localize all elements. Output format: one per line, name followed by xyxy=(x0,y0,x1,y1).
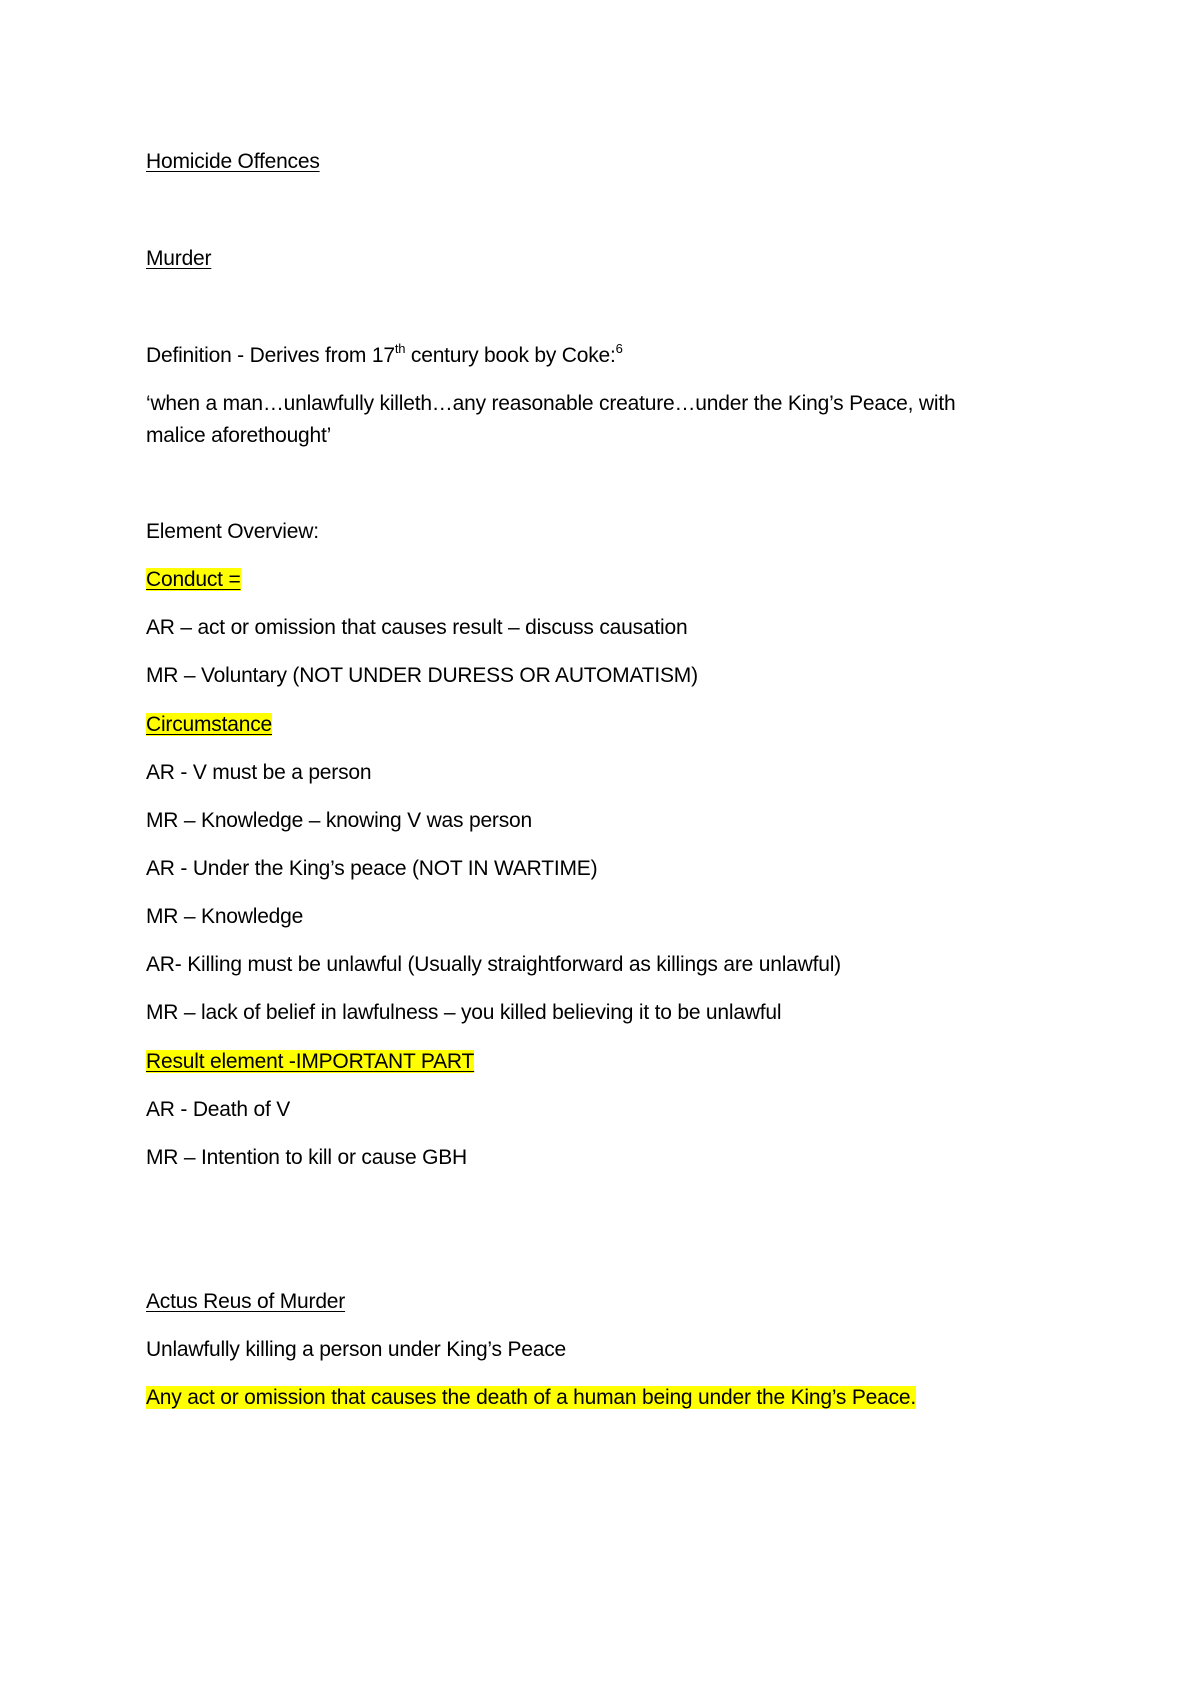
actus-reus-highlight-line xyxy=(146,1383,916,1413)
circumstance-line: MR – Knowledge xyxy=(146,905,304,928)
circumstance-line: MR – lack of belief in lawfulness – you killed believing it to be unlawful xyxy=(146,1001,782,1024)
conduct-label-line xyxy=(146,565,241,595)
conduct-label: Conduct = xyxy=(146,568,241,591)
result-label-line xyxy=(146,1047,474,1077)
conduct-ar: AR – act or omission that causes result – discuss causation xyxy=(146,616,688,639)
circumstance-line: AR - Under the King’s peace (NOT IN WARTIME) xyxy=(146,857,598,880)
result-ar: AR - Death of V xyxy=(146,1098,291,1121)
actus-reus-text: Unlawfully killing a person under King’s Peace xyxy=(146,1338,566,1361)
definition-prefix: Definition - Derives from 17 xyxy=(146,344,395,367)
actus-reus-highlight: Any act or omission that causes the death of a human being under the King’s Peace. xyxy=(146,1386,917,1409)
circumstance-line: AR- Killing must be unlawful (Usually straightforward as killings are unlawful) xyxy=(146,953,841,976)
definition-quote-line-1: ‘when a man…unlawfully killeth…any reasonable creature…under the King’s Peace, with xyxy=(146,392,956,415)
definition-superscript: th xyxy=(394,341,406,356)
definition-line xyxy=(146,341,623,371)
actus-reus-heading: Actus Reus of Murder xyxy=(146,1290,346,1313)
result-label: Result element -IMPORTANT PART xyxy=(146,1050,475,1073)
result-mr: MR – Intention to kill or cause GBH xyxy=(146,1146,467,1169)
element-overview-heading: Element Overview: xyxy=(146,520,319,543)
document-title: Homicide Offences xyxy=(146,150,320,173)
definition-middle: century book by Coke: xyxy=(405,344,616,367)
circumstance-label-line xyxy=(146,710,272,740)
definition-quote-line-2: malice aforethought’ xyxy=(146,424,332,447)
conduct-mr: MR – Voluntary (NOT UNDER DURESS OR AUTOMATISM) xyxy=(146,664,698,687)
section-heading-murder: Murder xyxy=(146,247,212,270)
circumstance-line: MR – Knowledge – knowing V was person xyxy=(146,809,532,832)
circumstance-line: AR - V must be a person xyxy=(146,761,372,784)
footnote-marker: 6 xyxy=(615,341,623,356)
circumstance-label: Circumstance xyxy=(146,713,272,736)
